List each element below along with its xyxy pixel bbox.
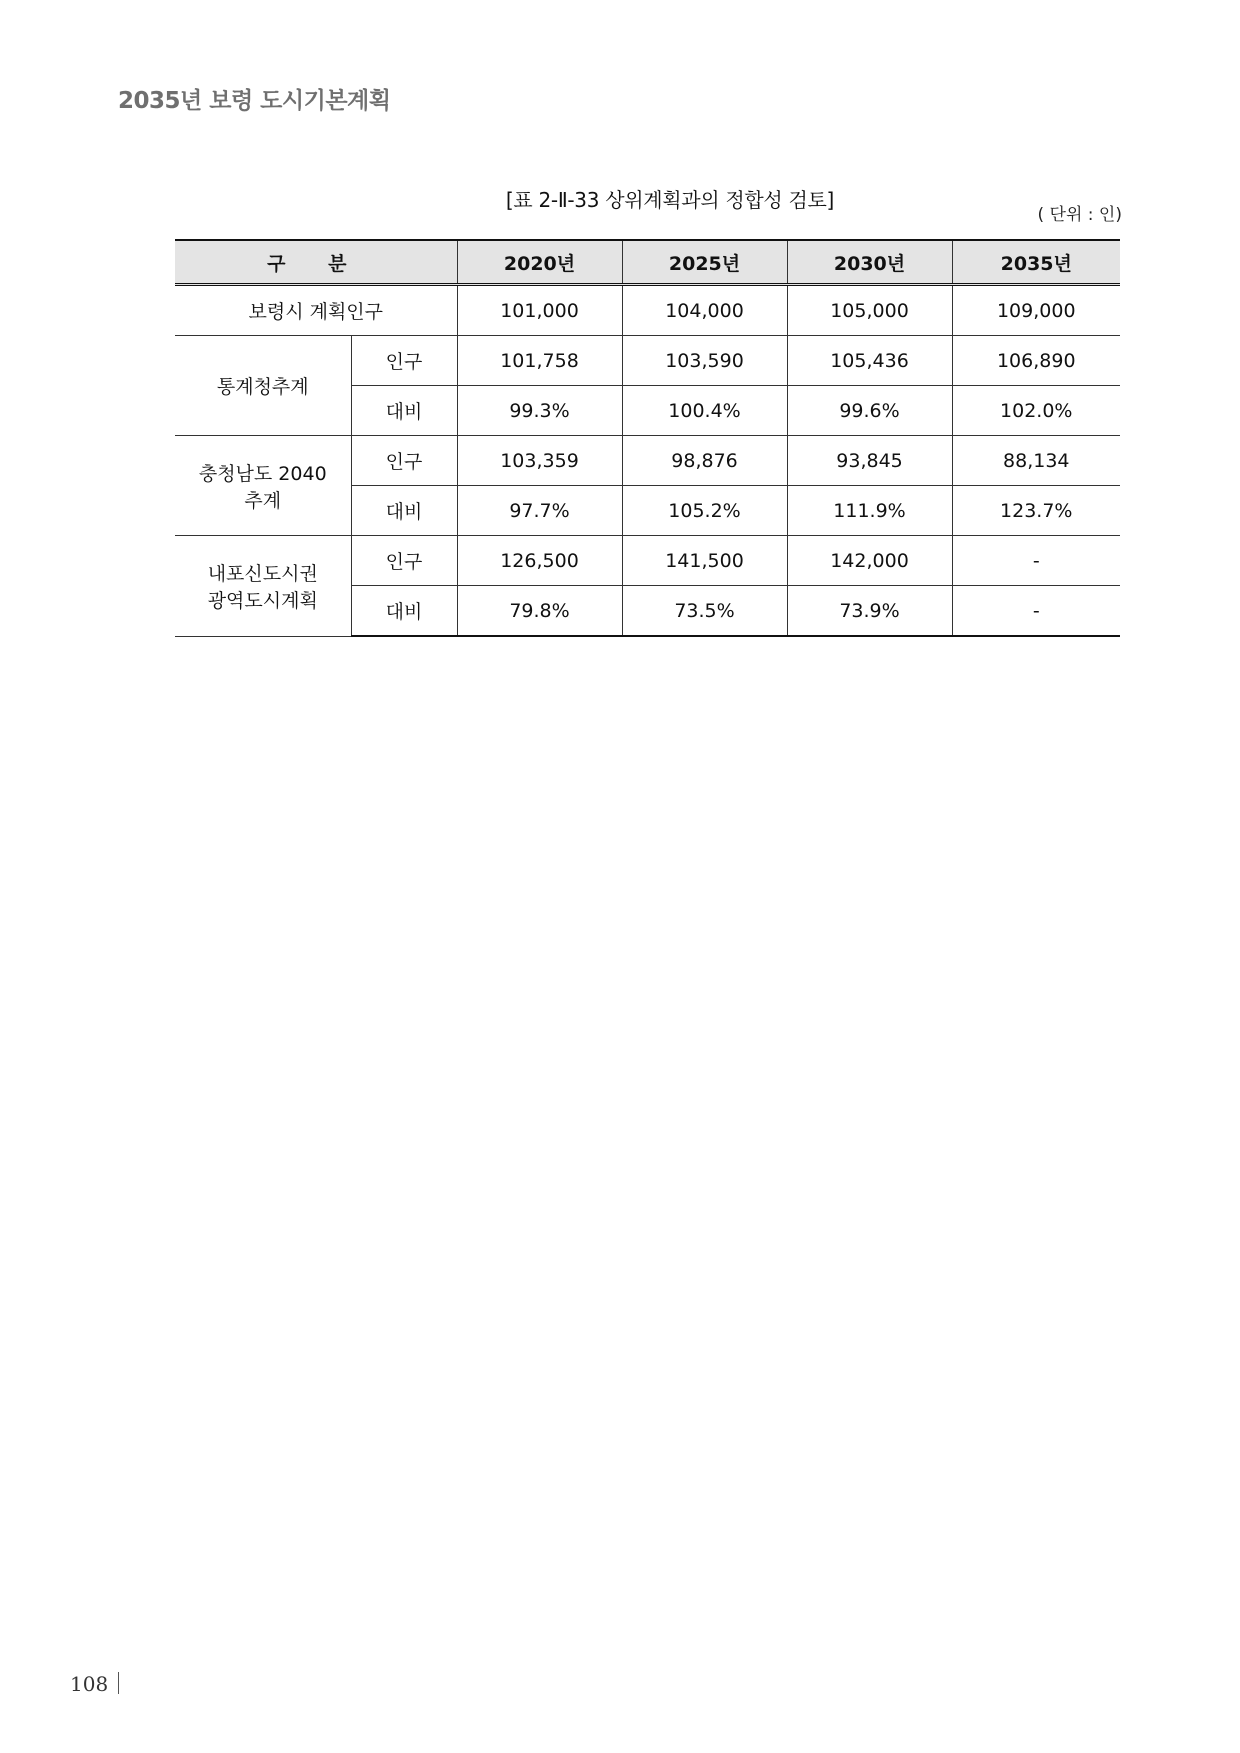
group-label-naepo — [175, 536, 351, 637]
table-cell: - — [952, 586, 1120, 637]
header-year-2025: 2025년 — [622, 240, 787, 285]
table-cell: 123.7% — [952, 486, 1120, 536]
group-label-statistics: 통계청추계 — [175, 336, 351, 436]
group-label-line: 광역도시계획 — [207, 589, 318, 612]
group-label-chungnam — [175, 436, 351, 536]
page-footer — [70, 1672, 119, 1696]
group-label-line: 내포신도시권 — [207, 562, 318, 585]
table-cell: 99.3% — [457, 386, 622, 436]
table-cell: 105.2% — [622, 486, 787, 536]
table-cell: 105,000 — [787, 285, 952, 336]
table-cell: 73.9% — [787, 586, 952, 637]
sub-label: 대비 — [351, 386, 457, 436]
header-category: 구 분 — [175, 240, 457, 285]
table-cell: 103,590 — [622, 336, 787, 386]
header-year-2035: 2035년 — [952, 240, 1120, 285]
table-header-row — [175, 240, 1120, 285]
table-cell: 99.6% — [787, 386, 952, 436]
table-cell: 100.4% — [622, 386, 787, 436]
row-label-planned: 보령시 계획인구 — [175, 285, 457, 336]
table-cell: 104,000 — [622, 285, 787, 336]
group-label-line: 추계 — [244, 489, 282, 512]
table-row — [175, 436, 1120, 486]
table-cell: 93,845 — [787, 436, 952, 486]
footer-divider — [118, 1672, 119, 1694]
table-cell: 102.0% — [952, 386, 1120, 436]
table-row-planned — [175, 285, 1120, 336]
table-cell: 73.5% — [622, 586, 787, 637]
sub-label: 인구 — [351, 436, 457, 486]
table-cell: 105,436 — [787, 336, 952, 386]
group-label-line: 충청남도 2040 — [198, 462, 327, 485]
table-cell: 101,758 — [457, 336, 622, 386]
header-year-2030: 2030년 — [787, 240, 952, 285]
table-cell: 101,000 — [457, 285, 622, 336]
sub-label: 인구 — [351, 536, 457, 586]
table-cell: 142,000 — [787, 536, 952, 586]
running-header: 2035년 보령 도시기본계획 — [118, 88, 391, 114]
table-cell: 97.7% — [457, 486, 622, 536]
table-cell: 141,500 — [622, 536, 787, 586]
unit-note: ( 단위 : 인) — [1037, 205, 1122, 225]
table-row — [175, 336, 1120, 386]
table-cell: 111.9% — [787, 486, 952, 536]
table-cell: 126,500 — [457, 536, 622, 586]
sub-label: 대비 — [351, 486, 457, 536]
page-number: 108 — [70, 1672, 109, 1696]
table-cell: 106,890 — [952, 336, 1120, 386]
table-caption: [표 2-Ⅱ-33 상위계획과의 정합성 검토] — [505, 188, 835, 212]
table-cell: 88,134 — [952, 436, 1120, 486]
table-cell: - — [952, 536, 1120, 586]
table-cell: 98,876 — [622, 436, 787, 486]
table-cell: 79.8% — [457, 586, 622, 637]
sub-label: 대비 — [351, 586, 457, 637]
table-cell: 109,000 — [952, 285, 1120, 336]
consistency-review-table — [175, 239, 1120, 637]
header-year-2020: 2020년 — [457, 240, 622, 285]
table-row — [175, 536, 1120, 586]
sub-label: 인구 — [351, 336, 457, 386]
table-cell: 103,359 — [457, 436, 622, 486]
